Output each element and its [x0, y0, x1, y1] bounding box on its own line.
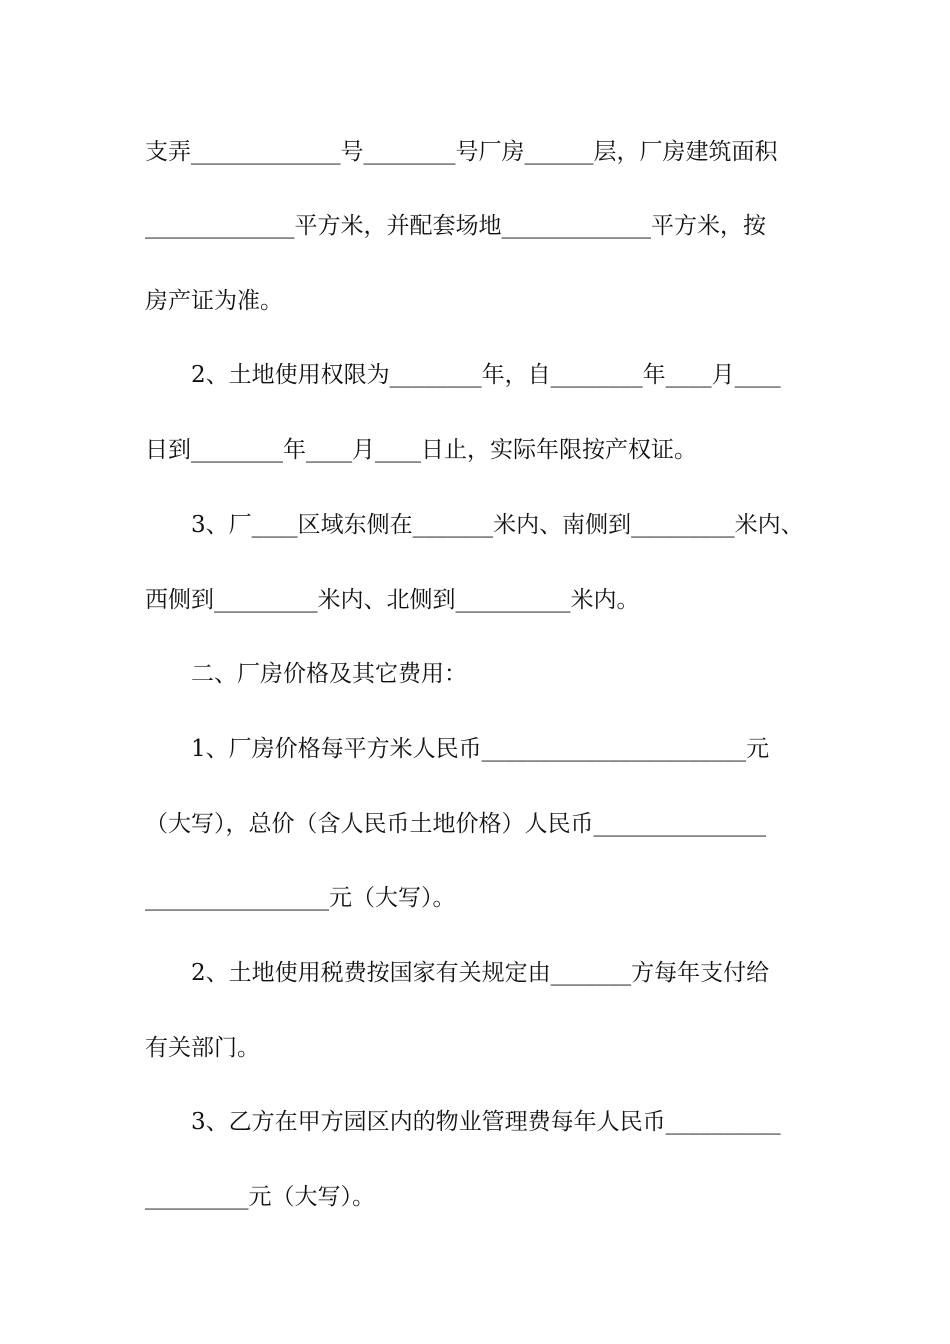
paragraph-line-2: _____________平方米，并配套场地_____________平方米，按 [145, 213, 766, 239]
paragraph-line-11: ________________元（大写）。 [145, 885, 456, 911]
paragraph-line-14: 3、乙方在甲方园区内的物业管理费每年人民币__________ [191, 1109, 781, 1135]
paragraph-line-13: 有关部门。 [145, 1035, 260, 1061]
paragraph-line-5: 日到________年____月____日止，实际年限按产权证。 [145, 437, 697, 463]
paragraph-line-3: 房产证为准。 [145, 288, 283, 314]
paragraph-line-12: 2、土地使用税费按国家有关规定由_______方每年支付给 [191, 960, 770, 986]
paragraph-line-6: 3、厂____区域东侧在_______米内、南侧到_________米内、 [191, 512, 804, 538]
paragraph-line-7: 西侧到_________米内、北侧到__________米内。 [145, 587, 640, 613]
section-heading-line: 二、厂房价格及其它费用： [191, 661, 467, 687]
paragraph-line-10: （大写），总价（含人民币土地价格）人民币_______________ [145, 811, 766, 837]
paragraph-line-1: 支弄_____________号________号厂房______层，厂房建筑面积 [145, 139, 778, 165]
paragraph-line-15: _________元（大写）。 [145, 1184, 375, 1210]
paragraph-line-4: 2、土地使用权限为________年，自________年____月____ [191, 362, 781, 388]
paragraph-line-9: 1、厂房价格每平方米人民币_______________________元 [191, 736, 770, 762]
